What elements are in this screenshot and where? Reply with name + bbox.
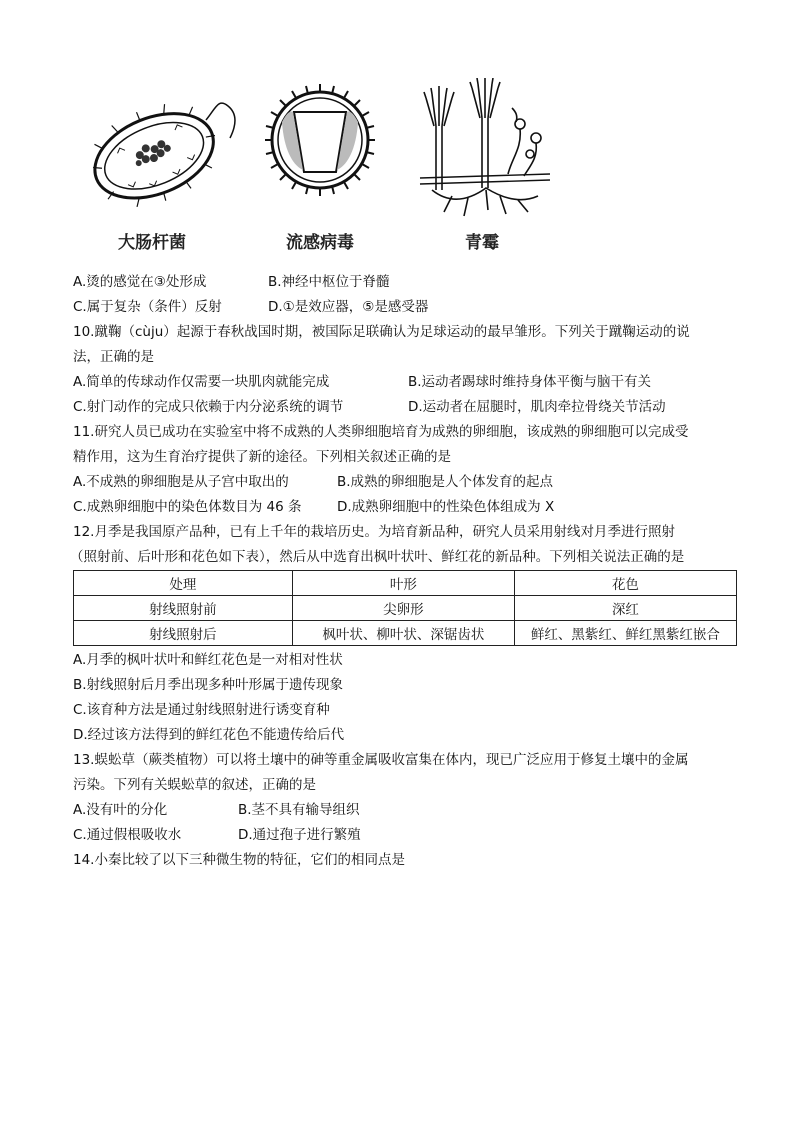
rose-treatment-table [73, 570, 737, 646]
table-cell: 枫叶状、柳叶状、深锯齿状 [292, 621, 514, 646]
figure-caption-mold: 青霉 [465, 233, 499, 253]
microbe-figures [0, 78, 794, 268]
q13-option-a: A.没有叶的分化 [73, 802, 168, 818]
q13-option-c: C.通过假根吸收水 [73, 827, 182, 843]
q9-option-a: A.烫的感觉在③处形成 [73, 274, 207, 290]
q12-option-c: C.该育种方法是通过射线照射进行诱变育种 [73, 702, 330, 718]
q12-option-b: B.射线照射后月季出现多种叶形属于遗传现象 [73, 677, 344, 693]
q9-option-c: C.属于复杂（条件）反射 [73, 299, 222, 315]
table-row [74, 621, 737, 646]
figure-virus [265, 78, 375, 218]
table-cell: 射线照射前 [74, 596, 293, 621]
q11-stem-line1: 11.研究人员已成功在实验室中将不成熟的人类卵细胞培育为成熟的卵细胞，该成熟的卵细胞可以完成受 [73, 424, 689, 440]
figure-bacterium [78, 78, 238, 218]
table-cell: 尖卵形 [292, 596, 514, 621]
q10-stem-line1: 10.蹴鞠（cùju）起源于春秋战国时期，被国际足联确认为足球运动的最早雏形。下列关于蹴鞠运动的说 [73, 324, 690, 340]
q11-option-c: C.成熟卵细胞中的染色体数目为 46 条 [73, 499, 302, 515]
q13-option-b: B.茎不具有输导组织 [238, 802, 360, 818]
q10-option-a: A.简单的传球动作仅需要一块肌肉就能完成 [73, 374, 330, 390]
q9-option-b: B.神经中枢位于脊髓 [268, 274, 390, 290]
q10-option-b: B.运动者踢球时维持身体平衡与脑干有关 [408, 374, 652, 390]
q11-option-b: B.成熟的卵细胞是人个体发育的起点 [337, 474, 554, 490]
q12-option-d: D.经过该方法得到的鲜红花色不能遗传给后代 [73, 727, 345, 743]
q13-option-d: D.通过孢子进行繁殖 [238, 827, 361, 843]
q10-option-c: C.射门动作的完成只依赖于内分泌系统的调节 [73, 399, 344, 415]
mold-icon [412, 78, 552, 223]
table-header-cell: 叶形 [292, 571, 514, 596]
q12-stem-line1: 12.月季是我国原产品种，已有上千年的栽培历史。为培育新品种，研究人员采用射线对月季进行照射 [73, 524, 675, 540]
q11-stem-line2: 精作用，这为生育治疗提供了新的途径。下列相关叙述正确的是 [73, 449, 451, 465]
table-header-cell: 处理 [74, 571, 293, 596]
q9-option-d: D.①是效应器，⑤是感受器 [268, 299, 429, 315]
virus-icon [265, 78, 375, 218]
q10-stem-line2: 法，正确的是 [73, 349, 154, 365]
figure-caption-virus: 流感病毒 [286, 233, 354, 253]
table-header-row [74, 571, 737, 596]
table-header-cell: 花色 [514, 571, 736, 596]
q10-option-d: D.运动者在屈腿时，肌肉牵拉骨绕关节活动 [408, 399, 666, 415]
table-cell: 射线照射后 [74, 621, 293, 646]
figure-caption-bacterium: 大肠杆菌 [118, 233, 186, 253]
q13-stem-line2: 污染。下列有关蜈蚣草的叙述，正确的是 [73, 777, 316, 793]
q11-option-a: A.不成熟的卵细胞是从子宫中取出的 [73, 474, 289, 490]
bacterium-icon [78, 78, 238, 218]
q11-option-d: D.成熟卵细胞中的性染色体组成为 X [337, 499, 555, 515]
q12-option-a: A.月季的枫叶状叶和鲜红花色是一对相对性状 [73, 652, 343, 668]
figure-mold [412, 78, 552, 223]
table-cell: 鲜红、黑紫红、鲜红黑紫红嵌合 [514, 621, 736, 646]
q13-stem-line1: 13.蜈蚣草（蕨类植物）可以将土壤中的砷等重金属吸收富集在体内，现已广泛应用于修复土壤中的金属 [73, 752, 689, 768]
table-row [74, 596, 737, 621]
table-cell: 深红 [514, 596, 736, 621]
q12-stem-line2: （照射前、后叶形和花色如下表），然后从中选育出枫叶状叶、鲜红花的新品种。下列相关说法正确的是 [70, 549, 685, 565]
q14-stem-line1: 14.小秦比较了以下三种微生物的特征，它们的相同点是 [73, 852, 405, 868]
